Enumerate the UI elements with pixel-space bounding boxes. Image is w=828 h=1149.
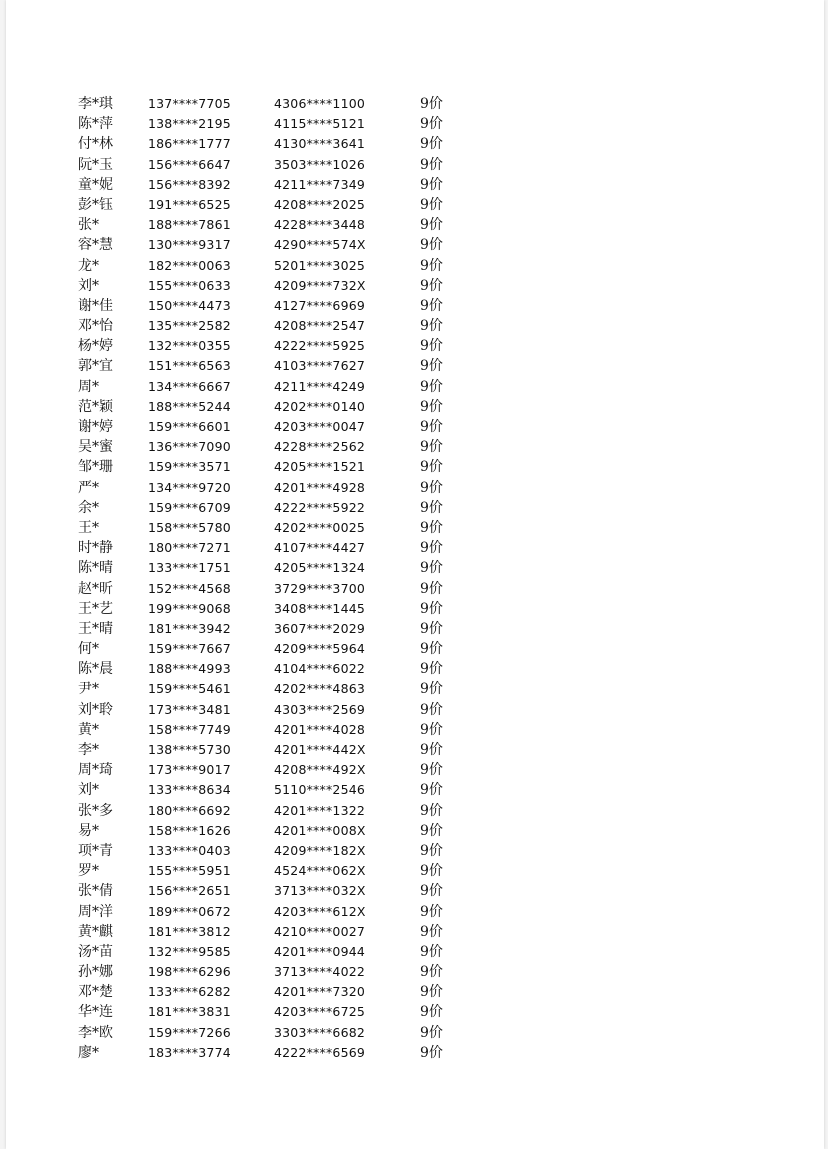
id-number-cell: 3729****3700: [274, 580, 366, 596]
phone-cell: 183****3774: [148, 1044, 231, 1060]
name-cell: 赵*昕: [78, 580, 113, 597]
id-number-cell: 4202****4863: [274, 681, 366, 697]
vaccine-type-cell: 9价: [420, 257, 443, 274]
id-number-cell: 3408****1445: [274, 600, 366, 616]
id-number-cell: 4209****182X: [274, 842, 366, 858]
name-cell: 谢*佳: [78, 297, 113, 314]
id-number-cell: 4201****4028: [274, 721, 366, 737]
phone-cell: 156****6647: [148, 156, 231, 172]
name-cell: 时*静: [78, 540, 113, 557]
vaccine-type-cell: 9价: [420, 237, 443, 254]
table-row: [6, 1043, 824, 1063]
phone-cell: 130****9317: [148, 237, 231, 253]
vaccine-type-cell: 9价: [420, 96, 443, 112]
table-row: [6, 256, 824, 276]
vaccine-type-cell: 9价: [420, 358, 443, 375]
id-number-cell: 4107****4427: [274, 540, 366, 556]
table-row: [6, 659, 824, 679]
name-cell: 童*妮: [78, 176, 113, 193]
vaccine-type-cell: 9价: [420, 620, 443, 637]
name-cell: 刘*聆: [78, 701, 113, 718]
name-cell: 黄*麒: [78, 923, 113, 940]
phone-cell: 186****1777: [148, 136, 231, 152]
vaccine-type-cell: 9价: [420, 338, 443, 355]
phone-cell: 173****3481: [148, 701, 231, 717]
id-number-cell: 4127****6969: [274, 297, 366, 313]
phone-cell: 136****7090: [148, 439, 231, 455]
phone-cell: 159****6709: [148, 499, 231, 515]
name-cell: 陈*萍: [78, 116, 113, 133]
phone-cell: 137****7705: [148, 96, 231, 111]
vaccine-type-cell: 9价: [420, 782, 443, 799]
vaccine-type-cell: 9价: [420, 318, 443, 335]
table-row: [6, 962, 824, 982]
name-cell: 王*艺: [78, 600, 113, 617]
name-cell: 付*林: [78, 136, 113, 153]
phone-cell: 159****5461: [148, 681, 231, 697]
name-cell: 李*琪: [78, 96, 113, 112]
name-cell: 王*晴: [78, 620, 113, 637]
table-row: [6, 841, 824, 861]
vaccine-type-cell: 9价: [420, 721, 443, 738]
vaccine-type-cell: 9价: [420, 681, 443, 698]
id-number-cell: 3607****2029: [274, 620, 366, 636]
id-number-cell: 4201****442X: [274, 742, 366, 757]
name-cell: 黄*: [78, 721, 99, 738]
table-row: [6, 397, 824, 417]
vaccine-type-cell: 9价: [420, 580, 443, 597]
id-number-cell: 4208****2547: [274, 318, 366, 334]
table-row: [6, 195, 824, 215]
id-number-cell: 4201****0944: [274, 943, 366, 959]
phone-cell: 150****4473: [148, 297, 231, 313]
id-number-cell: 4303****2569: [274, 701, 366, 717]
id-number-cell: 4228****2562: [274, 439, 366, 455]
phone-cell: 182****0063: [148, 257, 231, 273]
phone-cell: 156****2651: [148, 883, 231, 899]
phone-cell: 138****5730: [148, 742, 231, 757]
name-cell: 张*倩: [78, 883, 113, 900]
phone-cell: 133****8634: [148, 782, 231, 798]
phone-cell: 198****6296: [148, 964, 231, 980]
vaccine-type-cell: 9价: [420, 742, 443, 758]
table-row: [6, 518, 824, 538]
vaccine-type-cell: 9价: [420, 560, 443, 577]
phone-cell: 189****0672: [148, 903, 231, 919]
vaccine-type-cell: 9价: [420, 479, 443, 496]
phone-cell: 135****2582: [148, 318, 231, 334]
name-cell: 廖*: [78, 1044, 99, 1061]
id-number-cell: 4222****5922: [274, 499, 366, 515]
name-cell: 汤*苗: [78, 943, 113, 960]
id-number-cell: 4104****6022: [274, 661, 366, 677]
table-row: [6, 175, 824, 195]
name-cell: 罗*: [78, 863, 99, 880]
table-row: [6, 579, 824, 599]
id-number-cell: 4103****7627: [274, 358, 366, 374]
id-number-cell: 4290****574X: [274, 237, 366, 253]
vaccine-type-cell: 9价: [420, 943, 443, 960]
phone-cell: 159****3571: [148, 459, 231, 475]
name-cell: 李*欧: [78, 1024, 113, 1041]
table-row: [6, 780, 824, 800]
table-row: [6, 558, 824, 578]
vaccine-type-cell: 9价: [420, 802, 443, 819]
vaccine-type-cell: 9价: [420, 176, 443, 193]
id-number-cell: 4209****5964: [274, 641, 366, 657]
vaccine-type-cell: 9价: [420, 540, 443, 557]
id-number-cell: 4202****0140: [274, 398, 366, 414]
table-row: [6, 235, 824, 255]
table-row: [6, 498, 824, 518]
phone-cell: 180****6692: [148, 802, 231, 818]
table-row: [6, 1023, 824, 1043]
name-cell: 吴*蜜: [78, 439, 113, 456]
phone-cell: 134****9720: [148, 479, 231, 495]
name-cell: 王*: [78, 519, 99, 536]
table-row: [6, 760, 824, 780]
vaccine-type-cell: 9价: [420, 378, 443, 395]
name-cell: 周*洋: [78, 903, 113, 920]
id-number-cell: 4201****7320: [274, 984, 366, 1000]
table-row: [6, 861, 824, 881]
name-cell: 容*慧: [78, 237, 113, 254]
phone-cell: 152****4568: [148, 580, 231, 596]
vaccine-type-cell: 9价: [420, 762, 443, 779]
phone-cell: 159****6601: [148, 419, 231, 434]
id-number-cell: 4211****7349: [274, 176, 366, 192]
id-number-cell: 4115****5121: [274, 116, 366, 132]
id-number-cell: 4203****612X: [274, 903, 366, 919]
vaccine-type-cell: 9价: [420, 439, 443, 456]
table-row: [6, 922, 824, 942]
table-row: [6, 982, 824, 1002]
phone-cell: 158****7749: [148, 721, 231, 737]
phone-cell: 173****9017: [148, 762, 231, 778]
vaccine-type-cell: 9价: [420, 883, 443, 900]
vaccine-type-cell: 9价: [420, 156, 443, 173]
vaccine-type-cell: 9价: [420, 1024, 443, 1041]
name-cell: 谢*婷: [78, 419, 113, 435]
phone-cell: 191****6525: [148, 196, 231, 212]
table-row: [6, 276, 824, 296]
name-cell: 阮*玉: [78, 156, 113, 173]
vaccine-type-cell: 9价: [420, 297, 443, 314]
vaccine-type-cell: 9价: [420, 863, 443, 880]
phone-cell: 199****9068: [148, 600, 231, 616]
vaccine-type-cell: 9价: [420, 701, 443, 718]
name-cell: 彭*钰: [78, 196, 113, 213]
phone-cell: 134****6667: [148, 378, 231, 394]
id-number-cell: 4202****0025: [274, 519, 366, 535]
table-row: [6, 821, 824, 841]
table-row: [6, 316, 824, 336]
phone-cell: 188****5244: [148, 398, 231, 414]
vaccine-type-cell: 9价: [420, 459, 443, 476]
vaccine-type-cell: 9价: [420, 116, 443, 133]
name-cell: 范*颖: [78, 398, 113, 415]
id-number-cell: 5201****3025: [274, 257, 366, 273]
id-number-cell: 4130****3641: [274, 136, 366, 152]
id-number-cell: 4222****6569: [274, 1044, 366, 1060]
name-cell: 龙*: [78, 257, 99, 274]
phone-cell: 132****9585: [148, 943, 231, 959]
phone-cell: 188****7861: [148, 217, 231, 233]
phone-cell: 133****0403: [148, 842, 231, 858]
table-row: [6, 679, 824, 699]
vaccine-type-cell: 9价: [420, 499, 443, 516]
name-cell: 周*: [78, 378, 99, 395]
id-number-cell: 4208****2025: [274, 196, 366, 212]
phone-cell: 155****5951: [148, 863, 231, 879]
table-row: [6, 417, 824, 437]
id-number-cell: 4208****492X: [274, 762, 366, 778]
phone-cell: 180****7271: [148, 540, 231, 556]
id-number-cell: 3713****4022: [274, 964, 366, 980]
id-number-cell: 5110****2546: [274, 782, 366, 798]
name-cell: 杨*婷: [78, 338, 113, 355]
table-row: [6, 700, 824, 720]
table-row: [6, 215, 824, 235]
name-cell: 张*: [78, 217, 99, 234]
vaccine-type-cell: 9价: [420, 842, 443, 859]
id-number-cell: 4201****4928: [274, 479, 366, 495]
name-cell: 华*连: [78, 1004, 113, 1021]
id-number-cell: 3713****032X: [274, 883, 366, 899]
id-number-cell: 4211****4249: [274, 378, 366, 394]
id-number-cell: 4205****1521: [274, 459, 366, 475]
name-cell: 何*: [78, 641, 99, 658]
table-row: [6, 538, 824, 558]
table-row: [6, 155, 824, 175]
table-row: [6, 1002, 824, 1022]
name-cell: 周*琦: [78, 762, 113, 779]
name-cell: 尹*: [78, 681, 99, 698]
name-cell: 邹*珊: [78, 459, 113, 476]
phone-cell: 181****3831: [148, 1004, 231, 1020]
id-number-cell: 4209****732X: [274, 277, 366, 293]
name-cell: 陈*晨: [78, 661, 113, 678]
name-cell: 邓*怡: [78, 318, 113, 335]
document-page: [6, 0, 824, 1149]
name-cell: 严*: [78, 479, 99, 496]
table-row: [6, 437, 824, 457]
id-number-cell: 4306****1100: [274, 96, 366, 111]
phone-cell: 181****3812: [148, 923, 231, 939]
phone-cell: 156****8392: [148, 176, 231, 192]
table-row: [6, 336, 824, 356]
table-row: [6, 134, 824, 154]
name-cell: 郭*宜: [78, 358, 113, 375]
id-number-cell: 4203****6725: [274, 1004, 366, 1020]
table-row: [6, 942, 824, 962]
table-row: [6, 296, 824, 316]
vaccine-type-cell: 9价: [420, 398, 443, 415]
vaccine-type-cell: 9价: [420, 923, 443, 940]
table-row: [6, 740, 824, 760]
phone-cell: 158****1626: [148, 822, 231, 838]
name-cell: 孙*娜: [78, 964, 113, 981]
vaccine-type-cell: 9价: [420, 964, 443, 981]
vaccine-type-cell: 9价: [420, 822, 443, 839]
table-row: [6, 478, 824, 498]
table-row: [6, 881, 824, 901]
vaccine-type-cell: 9价: [420, 984, 443, 1001]
name-cell: 邓*楚: [78, 984, 113, 1001]
phone-cell: 155****0633: [148, 277, 231, 293]
vaccine-type-cell: 9价: [420, 217, 443, 234]
table-row: [6, 902, 824, 922]
roster-table: [6, 94, 824, 1063]
vaccine-type-cell: 9价: [420, 136, 443, 153]
vaccine-type-cell: 9价: [420, 641, 443, 658]
phone-cell: 133****1751: [148, 560, 231, 576]
vaccine-type-cell: 9价: [420, 1044, 443, 1061]
vaccine-type-cell: 9价: [420, 196, 443, 213]
phone-cell: 151****6563: [148, 358, 231, 374]
name-cell: 刘*: [78, 277, 99, 294]
table-row: [6, 720, 824, 740]
name-cell: 陈*晴: [78, 560, 113, 577]
id-number-cell: 4228****3448: [274, 217, 366, 233]
name-cell: 李*: [78, 742, 99, 758]
phone-cell: 188****4993: [148, 661, 231, 677]
id-number-cell: 3503****1026: [274, 156, 366, 172]
table-row: [6, 377, 824, 397]
phone-cell: 181****3942: [148, 620, 231, 636]
vaccine-type-cell: 9价: [420, 1004, 443, 1021]
name-cell: 刘*: [78, 782, 99, 799]
phone-cell: 138****2195: [148, 116, 231, 132]
id-number-cell: 3303****6682: [274, 1024, 366, 1040]
id-number-cell: 4524****062X: [274, 863, 366, 879]
id-number-cell: 4201****008X: [274, 822, 366, 838]
phone-cell: 133****6282: [148, 984, 231, 1000]
table-row: [6, 94, 824, 114]
name-cell: 项*青: [78, 842, 113, 859]
table-row: [6, 457, 824, 477]
vaccine-type-cell: 9价: [420, 419, 443, 435]
phone-cell: 159****7667: [148, 641, 231, 657]
id-number-cell: 4205****1324: [274, 560, 366, 576]
phone-cell: 159****7266: [148, 1024, 231, 1040]
id-number-cell: 4222****5925: [274, 338, 366, 354]
table-row: [6, 599, 824, 619]
table-row: [6, 619, 824, 639]
name-cell: 余*: [78, 499, 99, 516]
vaccine-type-cell: 9价: [420, 519, 443, 536]
table-row: [6, 639, 824, 659]
table-row: [6, 356, 824, 376]
vaccine-type-cell: 9价: [420, 661, 443, 678]
table-row: [6, 801, 824, 821]
id-number-cell: 4210****0027: [274, 923, 366, 939]
vaccine-type-cell: 9价: [420, 600, 443, 617]
name-cell: 易*: [78, 822, 99, 839]
id-number-cell: 4201****1322: [274, 802, 366, 818]
name-cell: 张*多: [78, 802, 113, 819]
id-number-cell: 4203****0047: [274, 419, 366, 434]
phone-cell: 132****0355: [148, 338, 231, 354]
phone-cell: 158****5780: [148, 519, 231, 535]
vaccine-type-cell: 9价: [420, 277, 443, 294]
table-row: [6, 114, 824, 134]
vaccine-type-cell: 9价: [420, 903, 443, 920]
